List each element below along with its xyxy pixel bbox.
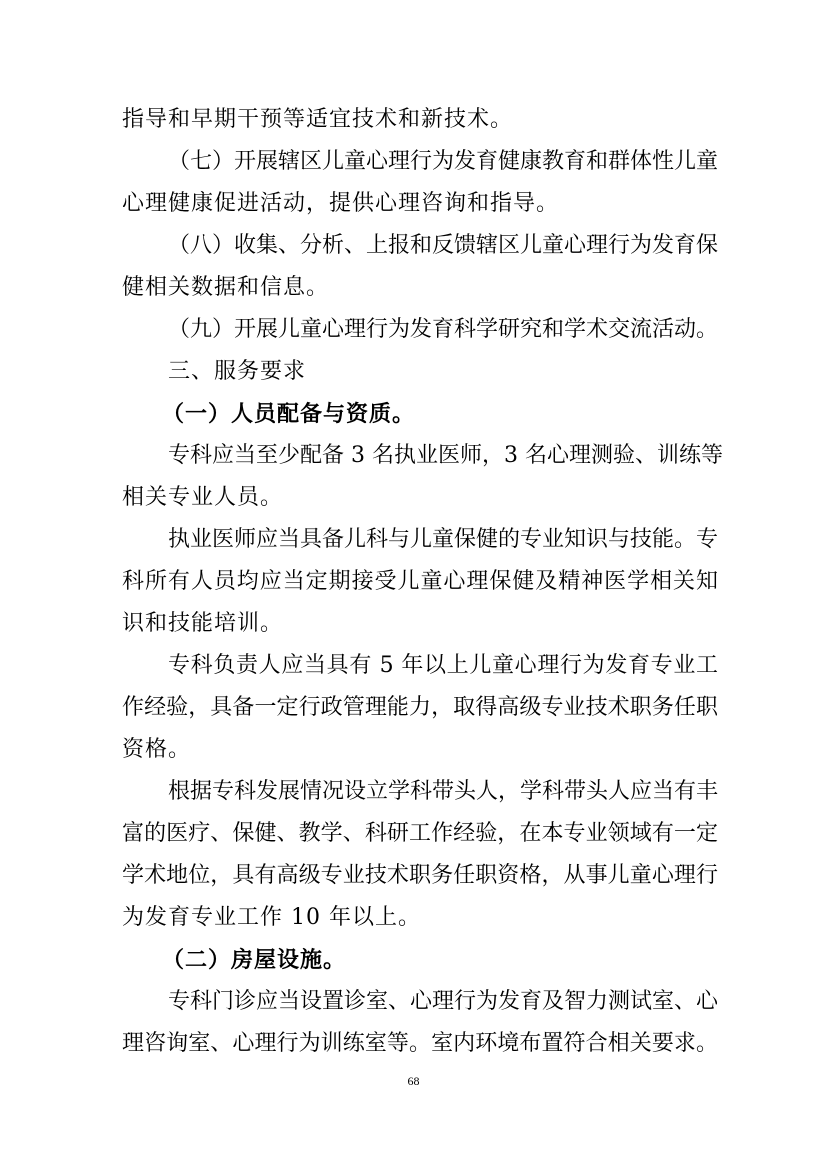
list-item-7-line-1: （七）开展辖区儿童心理行为发育健康教育和群体性儿童 — [168, 149, 719, 174]
subsection-heading-facilities: （二）房屋设施。 — [162, 947, 347, 973]
list-item-8-line-2: 健相关数据和信息。 — [122, 275, 330, 300]
paragraph-physicians-line-2: 科所有人员均应当定期接受儿童心理保健及精神医学相关知 — [122, 569, 718, 594]
paragraph-discipline-leader-line-4: 为发育专业工作 10 年以上。 — [122, 905, 421, 930]
paragraph-physicians-line-3: 识和技能培训。 — [122, 611, 284, 636]
paragraph-director-line-3: 资格。 — [122, 737, 192, 762]
page-number: 68 — [407, 1074, 420, 1088]
paragraph-staffing-line-2: 相关专业人员。 — [122, 485, 284, 510]
body-line: 指导和早期干预等适宜技术和新技术。 — [122, 107, 514, 132]
paragraph-director-line-2: 作经验，具备一定行政管理能力，取得高级专业技术职务任职 — [122, 695, 718, 720]
list-item-8-line-1: （八）收集、分析、上报和反馈辖区儿童心理行为发育保 — [168, 233, 719, 258]
paragraph-facilities-line-1: 专科门诊应当设置诊室、心理行为发育及智力测试室、心 — [168, 989, 719, 1014]
subsection-heading-staffing: （一）人员配备与资质。 — [162, 401, 416, 427]
list-item-7-line-2: 心理健康促进活动，提供心理咨询和指导。 — [122, 191, 560, 216]
paragraph-discipline-leader-line-2: 富的医疗、保健、教学、科研工作经验，在本专业领域有一定 — [122, 821, 718, 846]
paragraph-director-line-1: 专科负责人应当具有 5 年以上儿童心理行为发育专业工 — [168, 653, 718, 678]
list-item-9: （九）开展儿童心理行为发育科学研究和学术交流活动。 — [168, 317, 719, 342]
section-heading-service-requirements: 三、服务要求 — [168, 359, 307, 384]
paragraph-discipline-leader-line-3: 学术地位，具有高级专业技术职务任职资格，从事儿童心理行 — [122, 863, 718, 888]
document-body — [122, 106, 723, 1072]
paragraph-discipline-leader-line-1: 根据专科发展情况设立学科带头人，学科带头人应当有丰 — [168, 779, 719, 804]
paragraph-staffing-line-1: 专科应当至少配备 3 名执业医师，3 名心理测验、训练等 — [168, 443, 723, 468]
paragraph-physicians-line-1: 执业医师应当具备儿科与儿童保健的专业知识与技能。专 — [168, 527, 719, 552]
paragraph-facilities-line-2: 理咨询室、心理行为训练室等。室内环境布置符合相关要求。 — [122, 1031, 718, 1056]
